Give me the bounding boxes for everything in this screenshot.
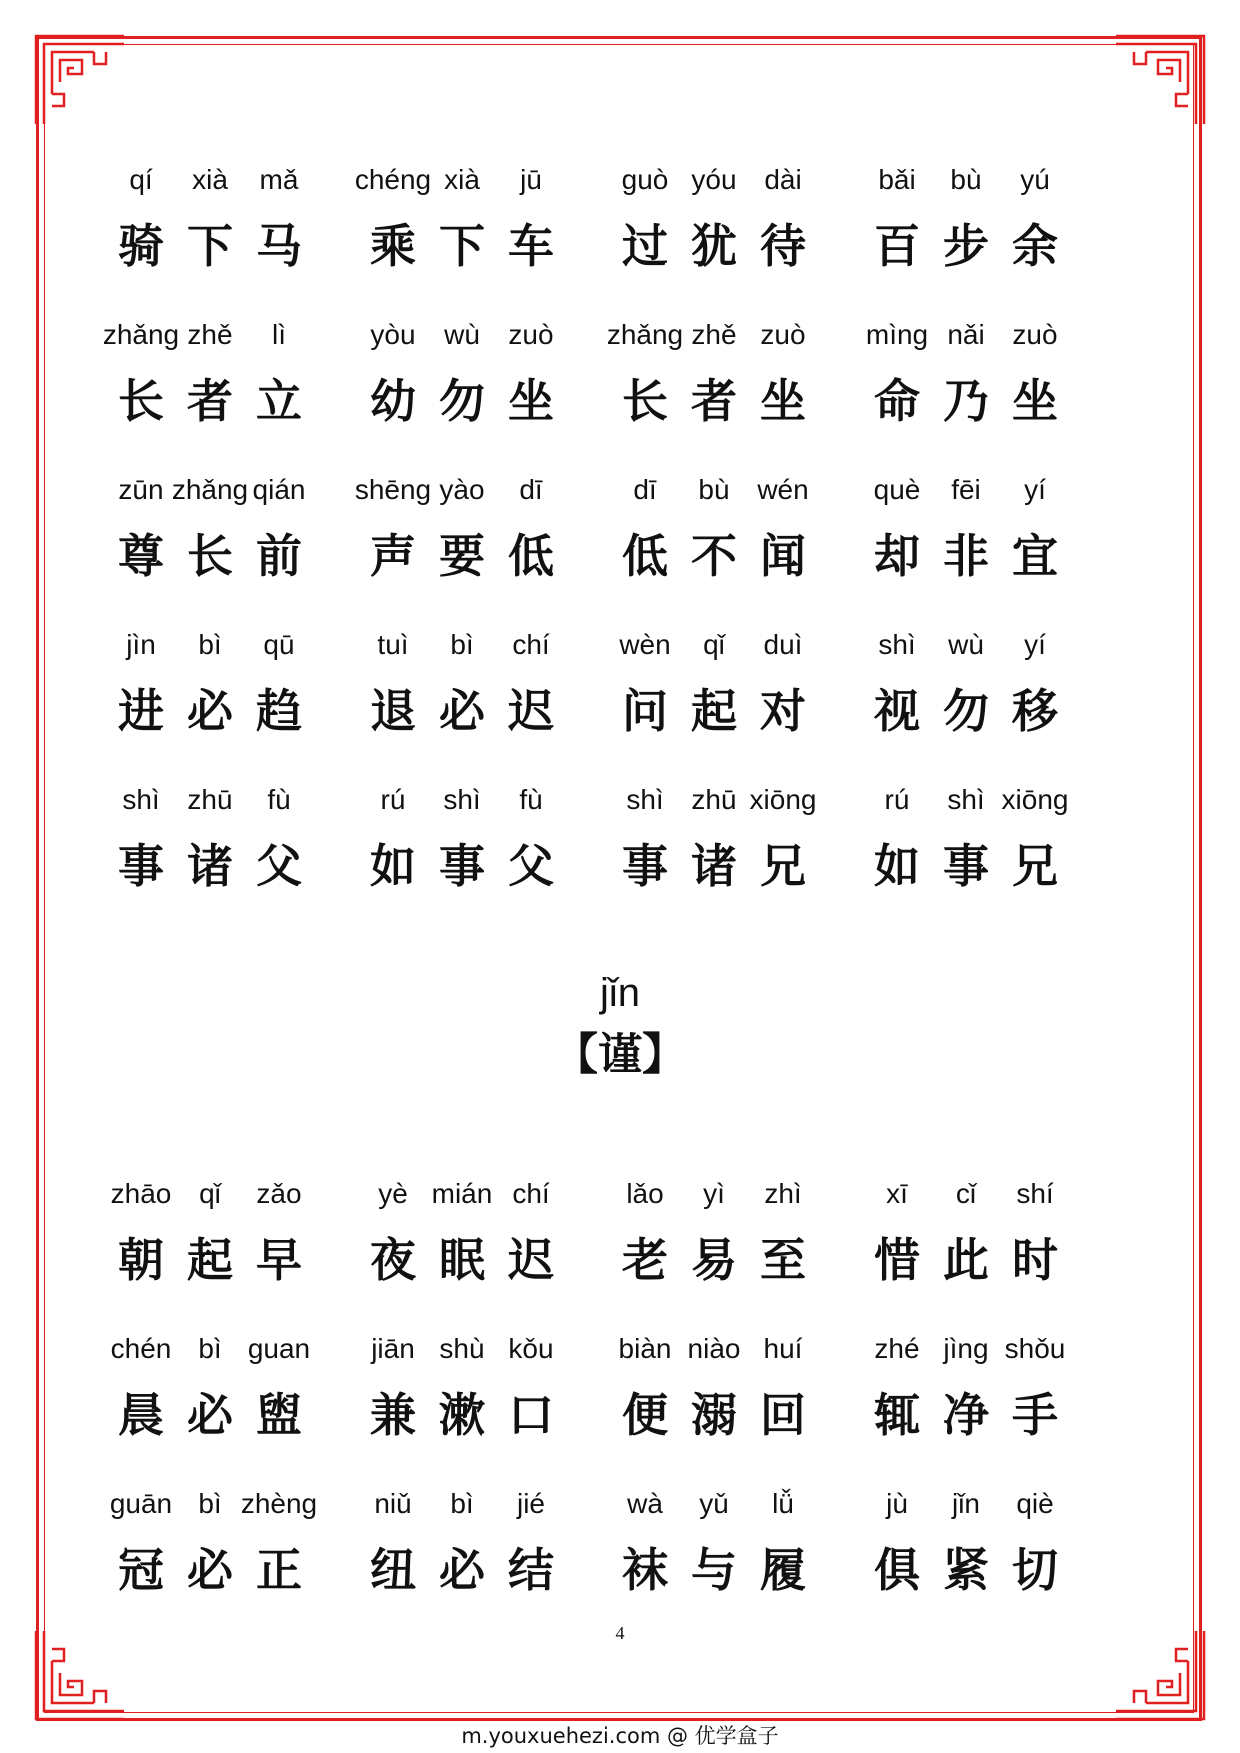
hanzi-character: 退 [370,684,416,738]
pinyin-syllable: mǎ [259,164,299,195]
hanzi-character: 不 [691,529,737,583]
pinyin-syllable: chén [110,1333,172,1364]
hanzi-character: 必 [187,684,233,738]
hanzi-character: 兄 [1012,839,1058,893]
hanzi-character: 尊 [118,529,164,583]
hanzi-character: 履 [760,1543,806,1597]
hanzi-character: 声 [370,529,416,583]
hanzi-character: 起 [691,684,737,738]
hanzi-character: 盥 [256,1388,302,1442]
hanzi-character: 必 [187,1388,233,1442]
verse-row [112,162,1112,292]
hanzi-character: 眠 [439,1233,485,1287]
pinyin-syllable: bǎi [878,164,916,195]
hanzi-character: 起 [187,1233,233,1287]
hanzi-character: 袜 [622,1543,668,1597]
pinyin-syllable: bù [698,474,730,505]
pinyin-syllable: qián [252,474,306,505]
pinyin-syllable: chéng [354,164,432,195]
hanzi-character: 必 [439,684,485,738]
hanzi-character: 下 [187,219,233,273]
hanzi-character: 溺 [691,1388,737,1442]
hanzi-character: 长 [622,374,668,428]
pinyin-syllable: shì [947,784,985,815]
hanzi-character: 辄 [874,1388,920,1442]
hanzi-character: 迟 [508,684,554,738]
hanzi-character: 闻 [760,529,806,583]
hanzi-character: 夜 [370,1233,416,1287]
pinyin-syllable: yǔ [699,1488,729,1519]
hanzi-character: 低 [622,529,668,583]
pinyin-syllable: xī [886,1178,908,1209]
hanzi-character: 乘 [370,219,416,273]
section-heading-pinyin: jǐn [599,971,641,1015]
pinyin-syllable: wù [948,629,984,660]
pinyin-syllable: xià [192,164,228,195]
pinyin-syllable: chí [512,1178,550,1209]
hanzi-character: 事 [943,839,989,893]
pinyin-syllable: wén [757,474,809,505]
hanzi-character: 步 [943,219,989,273]
pinyin-syllable: xiōng [1001,784,1069,815]
hanzi-character: 马 [256,219,302,273]
hanzi-character: 手 [1012,1388,1058,1442]
pinyin-syllable: lǚ [772,1488,794,1519]
hanzi-character: 对 [760,684,806,738]
pinyin-syllable: yào [439,474,485,505]
pinyin-syllable: zhū [691,784,737,815]
section-heading: 【谨】 [554,1029,686,1080]
hanzi-character: 勿 [439,374,485,428]
pinyin-syllable: qǐ [703,629,725,660]
hanzi-character: 净 [943,1388,989,1442]
pinyin-syllable: shēng [354,474,432,505]
pinyin-syllable: shǒu [1004,1333,1066,1364]
pinyin-syllable: dī [633,474,657,505]
pinyin-syllable: tuì [377,629,409,660]
hanzi-character: 问 [622,684,668,738]
pinyin-syllable: jié [516,1488,545,1519]
hanzi-character: 诸 [691,839,737,893]
pinyin-syllable: chí [512,629,550,660]
pinyin-syllable: guān [109,1488,173,1519]
pinyin-syllable: zuò [760,319,806,350]
verse-row [112,1331,1112,1461]
pinyin-syllable: niǔ [374,1488,412,1519]
pinyin-syllable: cǐ [955,1178,977,1209]
hanzi-character: 命 [874,374,920,428]
hanzi-character: 犹 [691,219,737,273]
hanzi-character: 前 [256,529,302,583]
pinyin-syllable: yóu [691,164,737,195]
pinyin-syllable: zūn [118,474,164,505]
hanzi-character: 如 [370,839,416,893]
pinyin-syllable: xià [444,164,480,195]
pinyin-syllable: jìn [126,629,156,660]
hanzi-character: 冠 [118,1543,164,1597]
hanzi-character: 进 [118,684,164,738]
corner-ornament-top-left [34,34,126,126]
hanzi-character: 长 [187,529,233,583]
hanzi-character: 朝 [118,1233,164,1287]
pinyin-syllable: yè [378,1178,408,1209]
verse-row [112,627,1112,757]
pinyin-syllable: bì [450,629,474,660]
hanzi-character: 与 [691,1543,737,1597]
corner-ornament-top-right [1114,34,1206,126]
pinyin-syllable: shí [1016,1178,1054,1209]
hanzi-character: 惜 [874,1233,920,1287]
pinyin-syllable: zhé [874,1333,920,1364]
verse-row [102,317,1112,447]
pinyin-syllable: yì [703,1178,725,1209]
verse-row [112,1176,1112,1306]
hanzi-character: 勿 [943,684,989,738]
hanzi-character: 时 [1012,1233,1058,1287]
hanzi-character: 者 [187,374,233,428]
pinyin-syllable: qiè [1016,1488,1054,1519]
hanzi-character: 切 [1012,1543,1058,1597]
pinyin-syllable: bì [198,1333,222,1364]
hanzi-character: 结 [508,1543,554,1597]
pinyin-syllable: shì [878,629,916,660]
pinyin-syllable: fù [519,784,543,815]
pinyin-syllable: rú [884,784,910,815]
hanzi-character: 视 [874,684,920,738]
pinyin-syllable: qí [129,164,153,195]
pinyin-syllable: jù [886,1488,908,1519]
pinyin-syllable: wà [627,1488,663,1519]
pinyin-syllable: qǐ [199,1178,221,1209]
pinyin-syllable: bì [198,1488,222,1519]
hanzi-character: 却 [874,529,920,583]
hanzi-character: 父 [256,839,302,893]
pinyin-syllable: bù [950,164,982,195]
pinyin-syllable: zhǎng [171,474,249,505]
hanzi-character: 低 [508,529,554,583]
verse-row [112,472,1112,602]
verse-row [109,1486,1112,1616]
hanzi-character: 诸 [187,839,233,893]
pinyin-syllable: yú [1020,164,1050,195]
hanzi-character: 必 [439,1543,485,1597]
pinyin-syllable: shì [626,784,664,815]
pinyin-syllable: kǒu [508,1333,554,1364]
page-number: 4 [615,1623,625,1643]
hanzi-character: 者 [691,374,737,428]
hanzi-character: 正 [256,1543,302,1597]
verse-row [112,782,1112,912]
pinyin-syllable: shì [122,784,160,815]
hanzi-character: 俱 [874,1543,920,1597]
pinyin-syllable: zǎo [256,1178,302,1209]
hanzi-character: 下 [439,219,485,273]
pinyin-syllable: lì [272,319,286,350]
hanzi-character: 父 [508,839,554,893]
hanzi-character: 骑 [118,219,164,273]
hanzi-character: 坐 [508,374,554,428]
pinyin-syllable: què [873,474,921,505]
hanzi-character: 车 [508,219,554,273]
hanzi-character: 此 [943,1233,989,1287]
pinyin-syllable: fēi [951,474,981,505]
pinyin-syllable: zuò [1012,319,1058,350]
pinyin-syllable: dài [764,164,802,195]
hanzi-character: 纽 [370,1543,416,1597]
pinyin-syllable: zhě [187,319,233,350]
hanzi-character: 事 [118,839,164,893]
pinyin-syllable: zhì [764,1178,802,1209]
pinyin-syllable: huí [763,1333,803,1364]
hanzi-character: 晨 [118,1388,164,1442]
footer-source: m.youxuehezi.com @ 优学盒子 [461,1724,779,1748]
hanzi-character: 回 [760,1388,806,1442]
pinyin-syllable: mián [431,1178,493,1209]
hanzi-character: 立 [256,374,302,428]
hanzi-character: 非 [943,529,989,583]
pinyin-syllable: yòu [370,319,416,350]
pinyin-syllable: yí [1024,474,1046,505]
hanzi-character: 易 [691,1233,737,1287]
pinyin-syllable: zhū [187,784,233,815]
hanzi-character: 便 [622,1388,668,1442]
pinyin-syllable: zhǎng [606,319,684,350]
pinyin-syllable: wèn [619,629,671,660]
pinyin-syllable: zhèng [240,1488,318,1519]
hanzi-character: 事 [622,839,668,893]
pinyin-syllable: zuò [508,319,554,350]
hanzi-character: 兄 [760,839,806,893]
hanzi-character: 事 [439,839,485,893]
hanzi-character: 移 [1012,684,1058,738]
hanzi-character: 坐 [1012,374,1058,428]
pinyin-syllable: wù [444,319,480,350]
hanzi-character: 迟 [508,1233,554,1287]
pinyin-syllable: dī [519,474,543,505]
hanzi-character: 百 [874,219,920,273]
pinyin-syllable: biàn [618,1333,672,1364]
pinyin-syllable: yí [1024,629,1046,660]
hanzi-character: 长 [118,374,164,428]
hanzi-character: 早 [256,1233,302,1287]
pinyin-syllable: shù [439,1333,485,1364]
hanzi-character: 兼 [370,1388,416,1442]
hanzi-character: 紧 [943,1543,989,1597]
pinyin-syllable: shì [443,784,481,815]
pinyin-syllable: zhāo [110,1178,172,1209]
hanzi-character: 过 [622,219,668,273]
pinyin-syllable: jìng [943,1333,989,1364]
hanzi-character: 必 [187,1543,233,1597]
pinyin-syllable: lǎo [626,1178,664,1209]
pinyin-syllable: xiōng [749,784,817,815]
pinyin-syllable: guò [621,164,669,195]
pinyin-syllable: bì [198,629,222,660]
pinyin-syllable: nǎi [947,319,985,350]
pinyin-syllable: jū [520,164,542,195]
hanzi-character: 老 [622,1233,668,1287]
hanzi-character: 余 [1012,219,1058,273]
hanzi-character: 坐 [760,374,806,428]
pinyin-syllable: bì [450,1488,474,1519]
pinyin-syllable: niào [687,1333,741,1364]
hanzi-character: 要 [439,529,485,583]
pinyin-syllable: jiān [371,1333,415,1364]
pinyin-syllable: duì [763,629,803,660]
pinyin-syllable: jǐn [951,1488,980,1519]
hanzi-character: 宜 [1012,529,1058,583]
pinyin-syllable: guan [247,1333,311,1364]
pinyin-syllable: rú [380,784,406,815]
pinyin-syllable: zhǎng [102,319,180,350]
pinyin-syllable: qū [263,629,295,660]
pinyin-syllable: zhě [691,319,737,350]
hanzi-character: 幼 [370,374,416,428]
hanzi-character: 漱 [439,1388,485,1442]
pinyin-syllable: mìng [865,319,929,350]
pinyin-syllable: fù [267,784,291,815]
hanzi-character: 口 [508,1388,554,1442]
hanzi-character: 待 [760,219,806,273]
hanzi-character: 乃 [943,374,989,428]
hanzi-character: 至 [760,1233,806,1287]
hanzi-character: 趋 [256,684,302,738]
hanzi-character: 如 [874,839,920,893]
